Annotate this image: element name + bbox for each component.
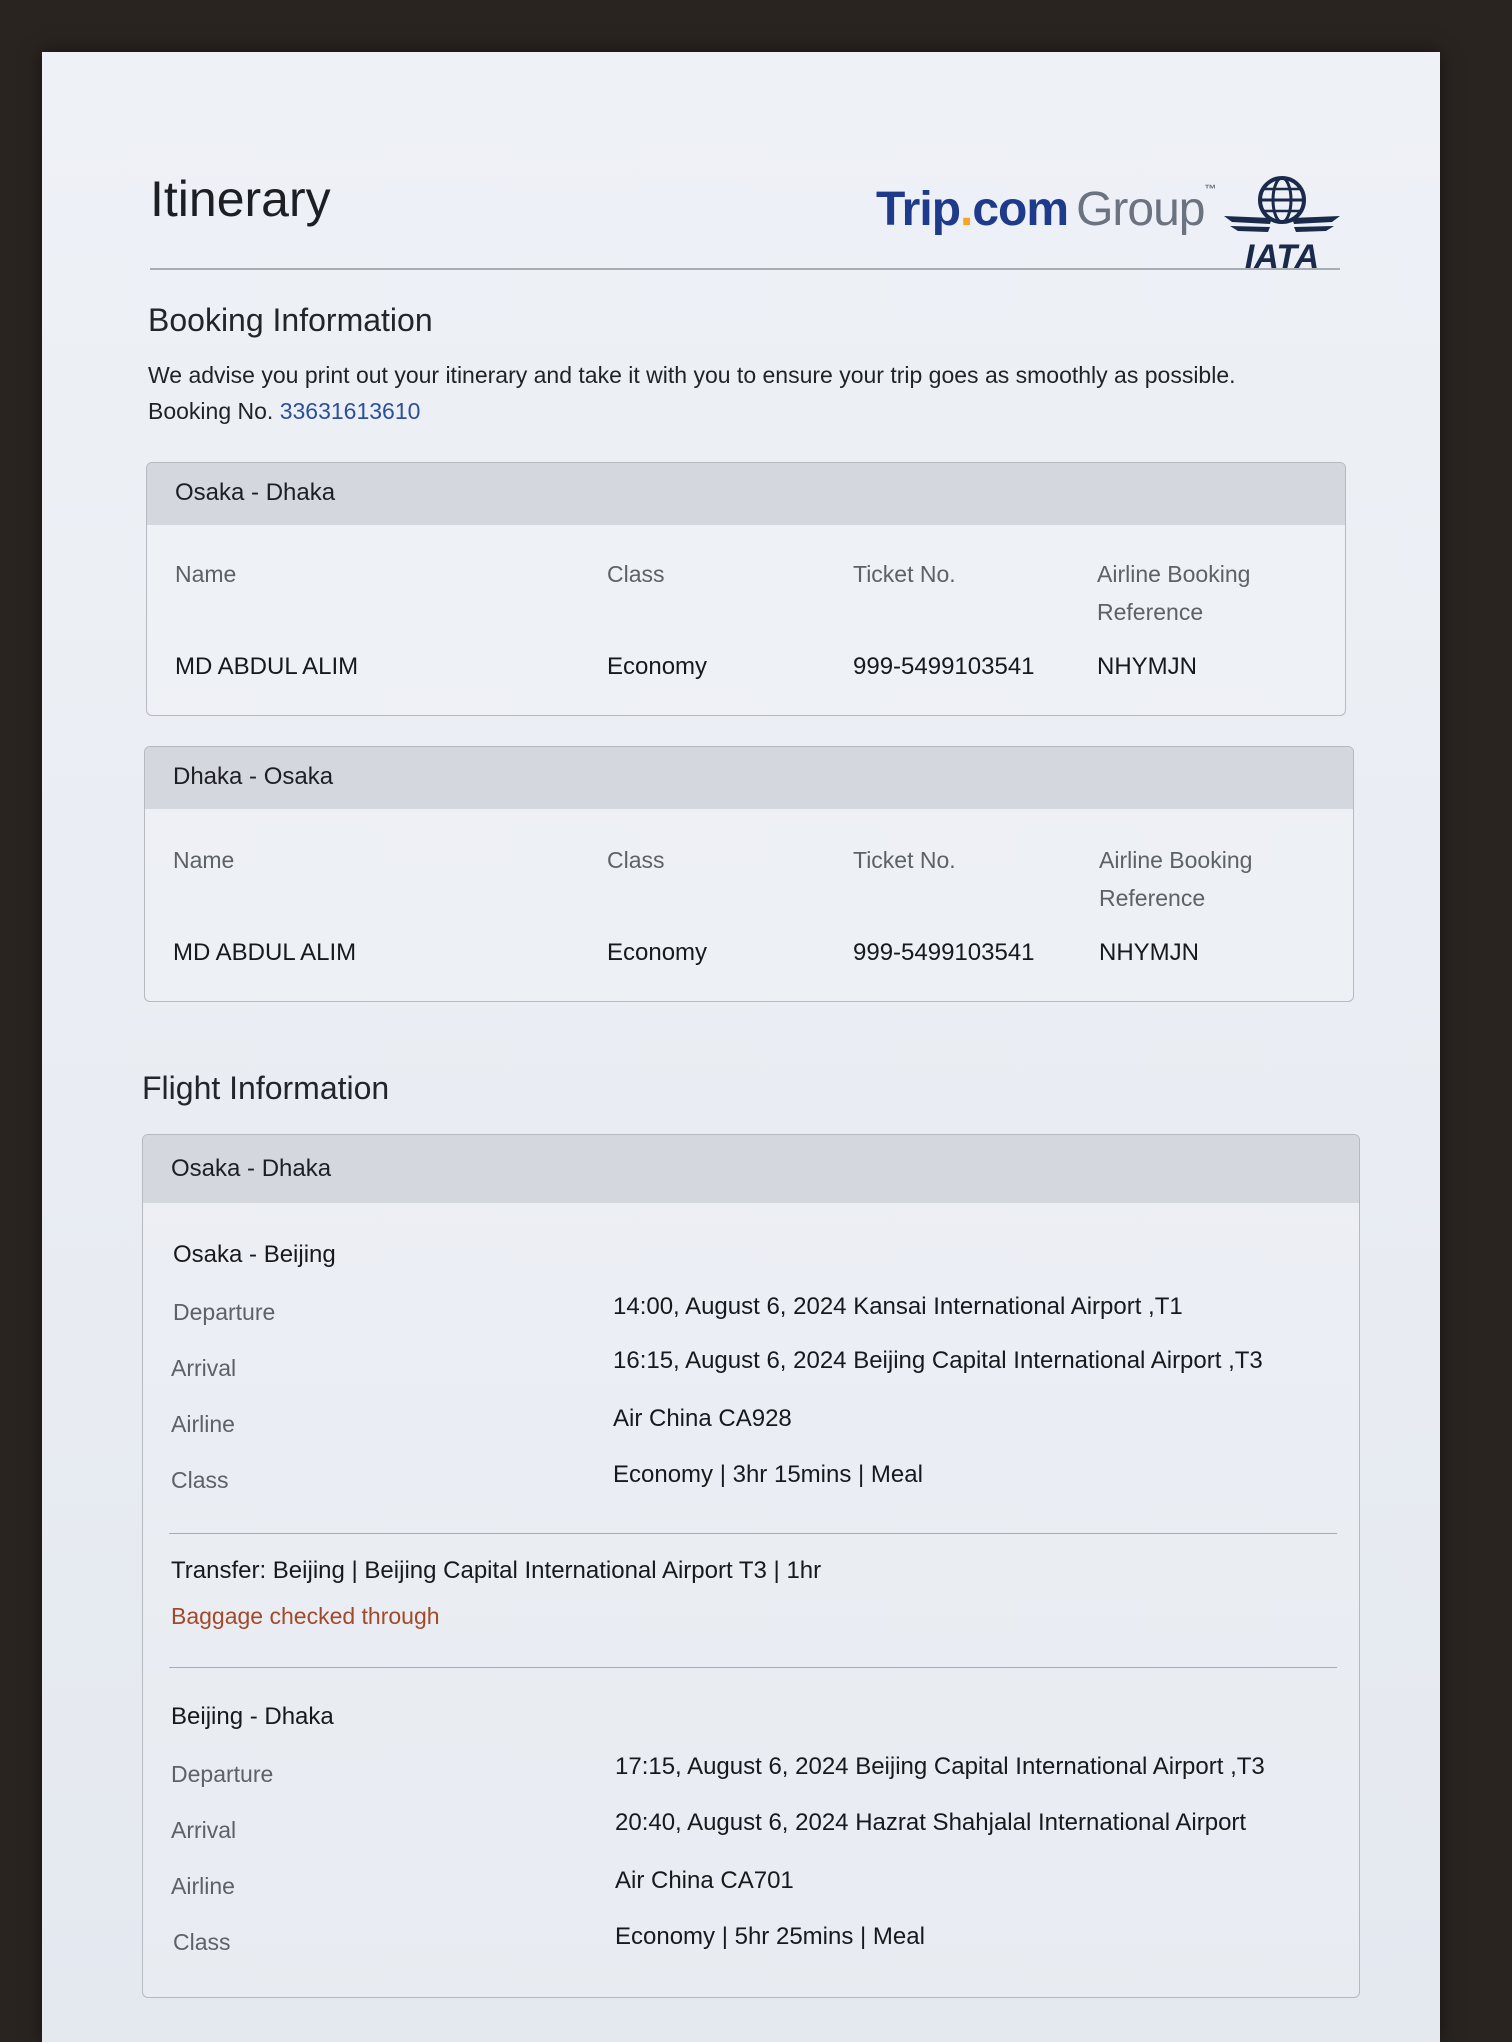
booking-number: 33631613610 <box>279 398 421 424</box>
header-divider <box>150 268 1340 270</box>
column-ticket-label: Ticket No. <box>853 847 956 873</box>
booking-number-label: Booking No. <box>148 398 274 424</box>
airline-booking-reference: NHYMJN <box>1099 939 1199 966</box>
logo-text-trip: Trip <box>876 183 961 236</box>
column-reference-label-line1: Airline Booking <box>1097 561 1251 587</box>
arrival-label: Arrival <box>171 1355 237 1381</box>
segment-leg-title: Osaka - Beijing <box>173 1241 336 1268</box>
booking-number-line <box>148 398 420 425</box>
segment-divider <box>169 1667 1337 1668</box>
page-title: Itinerary <box>150 171 331 227</box>
airline-value: Air China CA928 <box>613 1405 792 1432</box>
ticket-number: 999-5499103541 <box>853 653 1035 680</box>
column-reference-label-line2: Reference <box>1097 599 1204 625</box>
column-class-label: Class <box>607 561 665 587</box>
baggage-note: Baggage checked through <box>171 1603 440 1629</box>
logo-text-com: com <box>972 183 1069 236</box>
departure-label: Departure <box>173 1299 276 1325</box>
itinerary-page <box>42 52 1440 2042</box>
column-reference-label-line2: Reference <box>1099 885 1206 911</box>
class-label: Class <box>171 1467 229 1493</box>
booking-section-title: Booking Information <box>148 302 433 338</box>
airline-value: Air China CA701 <box>615 1867 794 1894</box>
passenger-name: MD ABDUL ALIM <box>173 939 357 966</box>
logo-text-group: Group <box>1076 183 1205 236</box>
logo-text-dot: . <box>960 183 973 236</box>
booking-card-route: Dhaka - Osaka <box>145 747 1353 809</box>
passenger-class: Economy <box>607 939 708 966</box>
segment-divider <box>169 1533 1337 1534</box>
arrival-value: 20:40, August 6, 2024 Hazrat Shahjalal International Airport <box>615 1809 1247 1836</box>
flight-card-route: Osaka - Dhaka <box>143 1135 1359 1203</box>
iata-logo-icon <box>1222 164 1342 294</box>
segment-leg-title: Beijing - Dhaka <box>171 1703 334 1730</box>
booking-card <box>146 462 1346 716</box>
class-value: Economy | 5hr 25mins | Meal <box>615 1923 925 1950</box>
iata-logo-text: IATA <box>1244 238 1320 276</box>
column-ticket-label: Ticket No. <box>853 561 956 587</box>
booking-card <box>144 746 1354 1002</box>
airline-label: Airline <box>171 1411 235 1437</box>
column-name-label: Name <box>175 561 237 587</box>
arrival-label: Arrival <box>171 1817 237 1843</box>
ticket-number: 999-5499103541 <box>853 939 1035 966</box>
departure-value: 17:15, August 6, 2024 Beijing Capital International Airport ,T3 <box>615 1753 1265 1780</box>
class-label: Class <box>173 1929 231 1955</box>
departure-value: 14:00, August 6, 2024 Kansai International Airport ,T1 <box>613 1293 1183 1320</box>
booking-card-route: Osaka - Dhaka <box>147 463 1345 525</box>
passenger-name: MD ABDUL ALIM <box>175 653 359 680</box>
column-name-label: Name <box>173 847 235 873</box>
tripcom-group-logo <box>876 182 1215 237</box>
column-reference-label-line1: Airline Booking <box>1099 847 1253 873</box>
class-value: Economy | 3hr 15mins | Meal <box>613 1461 923 1488</box>
airline-label: Airline <box>171 1873 235 1899</box>
column-class-label: Class <box>607 847 665 873</box>
flight-card <box>142 1134 1360 1998</box>
booking-advice-text: We advise you print out your itinerary and take it with you to ensure your trip goes as smoothly as possible. <box>148 362 1236 388</box>
logo-text-tm: ™ <box>1204 182 1216 196</box>
arrival-value: 16:15, August 6, 2024 Beijing Capital International Airport ,T3 <box>613 1347 1263 1374</box>
departure-label: Departure <box>171 1761 274 1787</box>
airline-booking-reference: NHYMJN <box>1097 653 1197 680</box>
transfer-info: Transfer: Beijing | Beijing Capital International Airport T3 | 1hr <box>171 1557 822 1584</box>
passenger-class: Economy <box>607 653 708 680</box>
flight-section-title: Flight Information <box>142 1070 390 1106</box>
